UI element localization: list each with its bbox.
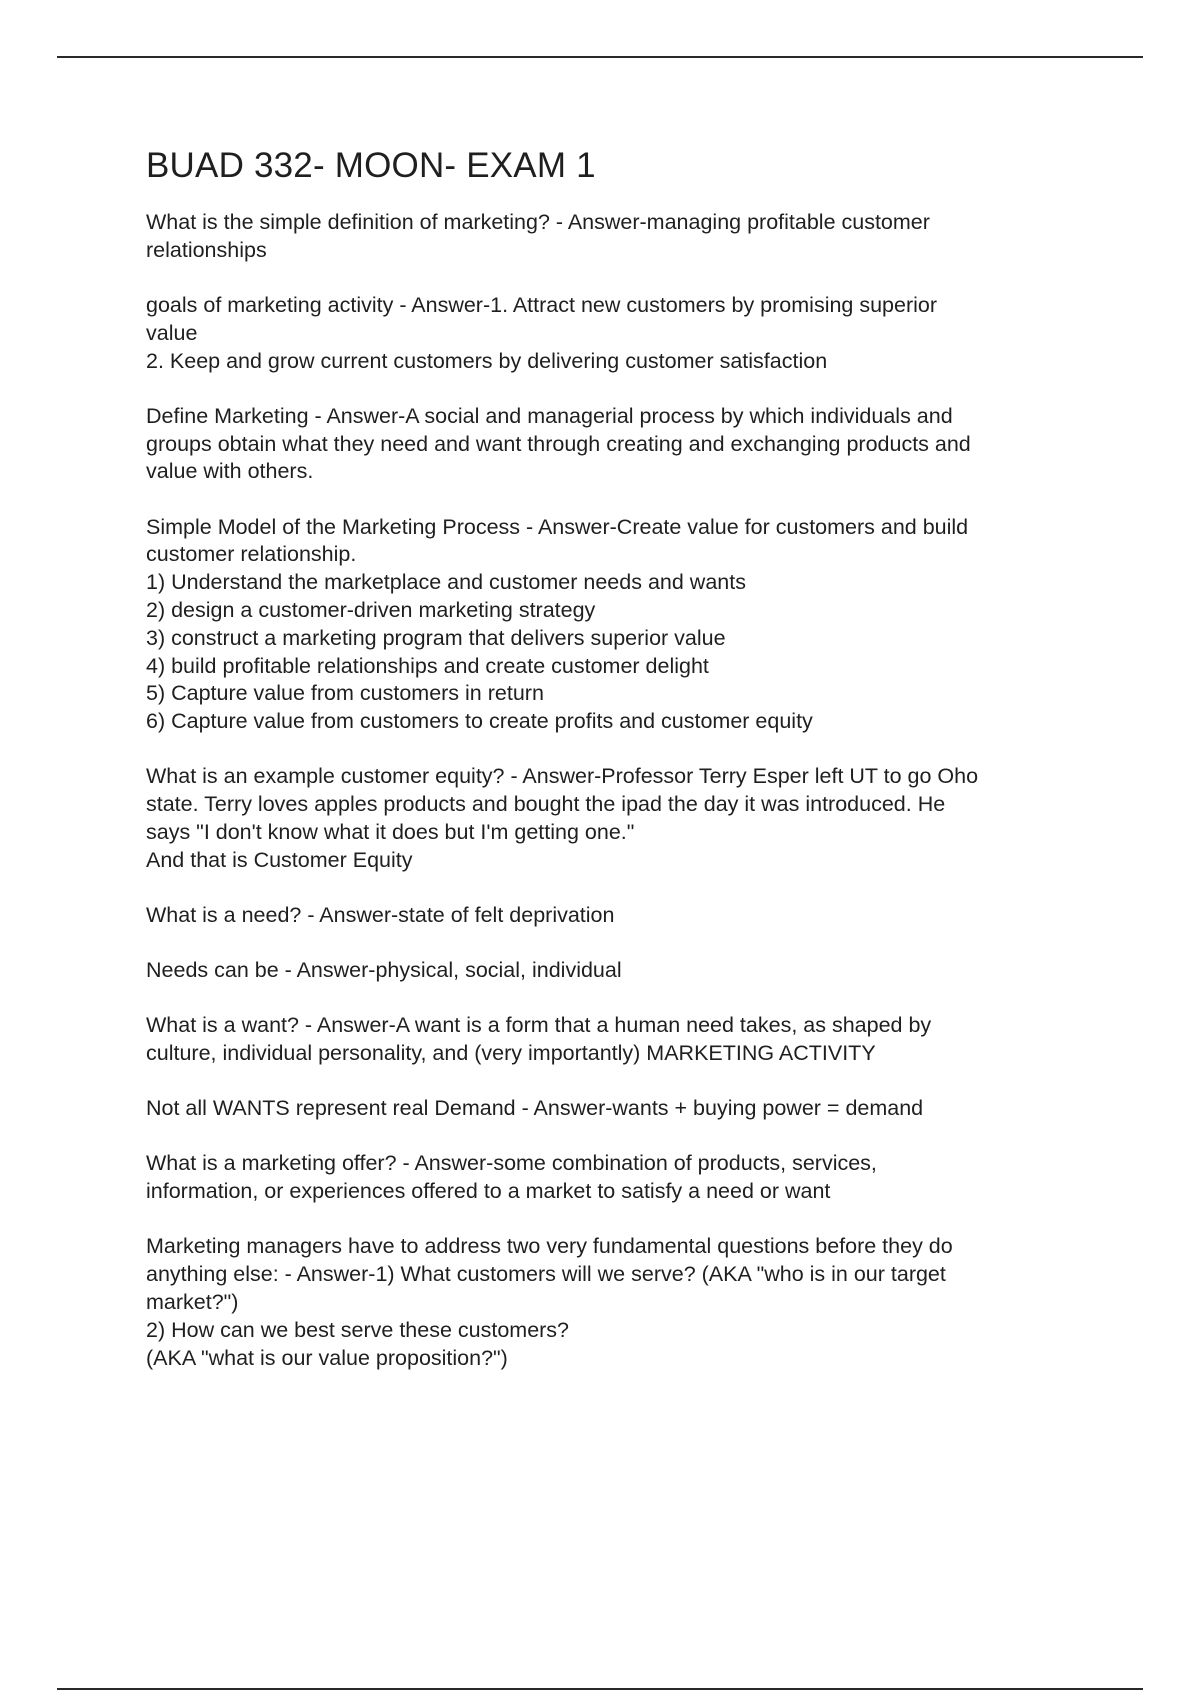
entry-line: 2) design a customer-driven marketing strategy bbox=[146, 597, 596, 622]
entry-line: 6) Capture value from customers to create profits and customer equity bbox=[146, 709, 813, 734]
document-title: BUAD 332- MOON- EXAM 1 bbox=[146, 146, 596, 185]
entry-line: anything else: - Answer-1) What customers will we serve? (AKA "who is in our target bbox=[146, 1262, 946, 1287]
entry-line: value with others. bbox=[146, 459, 314, 484]
entry-line: state. Terry loves apples products and bought the ipad the day it was introduced. He bbox=[146, 792, 946, 817]
entry-line: What is a need? - Answer-state of felt deprivation bbox=[146, 902, 615, 927]
qa-entry bbox=[146, 763, 1096, 874]
entry-line: Simple Model of the Marketing Process - Answer-Create value for customers and build bbox=[146, 514, 969, 539]
qa-entry bbox=[146, 1012, 1096, 1068]
qa-entry bbox=[146, 403, 1096, 486]
entry-line: 3) construct a marketing program that delivers superior value bbox=[146, 625, 726, 650]
entry-line: 1) Understand the marketplace and customer needs and wants bbox=[146, 570, 746, 595]
document-body bbox=[146, 144, 1096, 1400]
entry-line: groups obtain what they need and want through creating and exchanging products and bbox=[146, 431, 971, 456]
entry-line: relationships bbox=[146, 237, 267, 262]
entry-line: And that is Customer Equity bbox=[146, 847, 413, 872]
qa-entry bbox=[146, 1150, 1096, 1206]
entry-line: 4) build profitable relationships and create customer delight bbox=[146, 653, 709, 678]
entry-line: customer relationship. bbox=[146, 542, 357, 567]
entry-line: (AKA "what is our value proposition?") bbox=[146, 1345, 508, 1370]
entry-line: says "I don't know what it does but I'm getting one." bbox=[146, 819, 635, 844]
entry-line: Define Marketing - Answer-A social and managerial process by which individuals and bbox=[146, 403, 953, 428]
entry-line: Needs can be - Answer-physical, social, individual bbox=[146, 958, 622, 983]
qa-entry bbox=[146, 514, 1096, 736]
entry-line: goals of marketing activity - Answer-1. Attract new customers by promising superior bbox=[146, 292, 938, 317]
entry-line: Marketing managers have to address two very fundamental questions before they do bbox=[146, 1234, 953, 1259]
entry-line: 5) Capture value from customers in return bbox=[146, 681, 544, 706]
entry-line: What is a marketing offer? - Answer-some combination of products, services, bbox=[146, 1151, 877, 1176]
entry-line: 2) How can we best serve these customers? bbox=[146, 1317, 570, 1342]
entry-line: market?") bbox=[146, 1290, 239, 1315]
entry-line: What is the simple definition of marketing? - Answer-managing profitable customer bbox=[146, 210, 930, 234]
qa-entry bbox=[146, 1233, 1096, 1372]
entry-line: value bbox=[146, 320, 198, 345]
entry-line: Not all WANTS represent real Demand - Answer-wants + buying power = demand bbox=[146, 1096, 924, 1121]
entry-line: information, or experiences offered to a market to satisfy a need or want bbox=[146, 1179, 831, 1204]
entry-line: What is an example customer equity? - Answer-Professor Terry Esper left UT to go Oho bbox=[146, 764, 979, 789]
qa-entry bbox=[146, 902, 1096, 930]
top-divider bbox=[57, 56, 1143, 58]
bottom-divider bbox=[57, 1688, 1143, 1690]
qa-entry bbox=[146, 292, 1096, 375]
qa-entry bbox=[146, 209, 1096, 265]
entry-line: culture, individual personality, and (very importantly) MARKETING ACTIVITY bbox=[146, 1041, 876, 1066]
qa-entries bbox=[146, 209, 1096, 1372]
entry-line: What is a want? - Answer-A want is a form that a human need takes, as shaped by bbox=[146, 1013, 932, 1038]
qa-entry bbox=[146, 957, 1096, 985]
qa-entry bbox=[146, 1095, 1096, 1123]
entry-line: 2. Keep and grow current customers by delivering customer satisfaction bbox=[146, 348, 828, 373]
